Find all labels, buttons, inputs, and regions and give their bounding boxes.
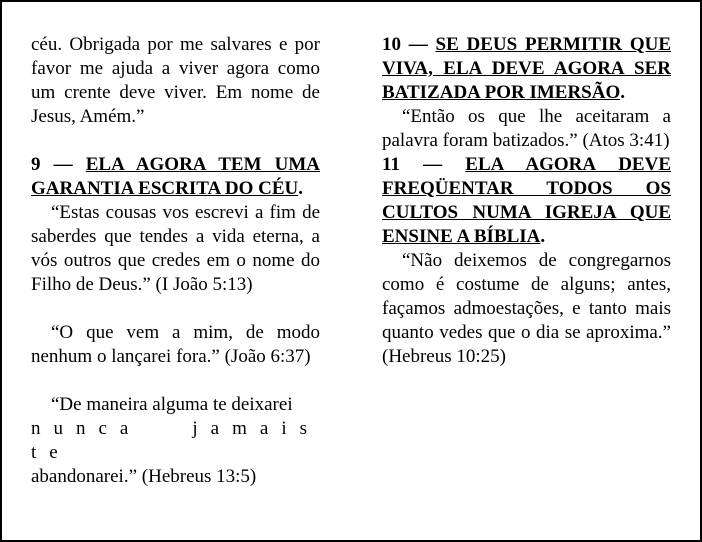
spacer [31, 297, 320, 321]
section-9-number: 9 — [31, 154, 73, 175]
section-11-title: ELA AGORA DEVE FREQÜENTAR TODOS OS CULTOS NUMA IGREJA QUE ENSINE A BÍBLIA [382, 154, 672, 247]
section-9-heading [31, 153, 320, 201]
section-9-quote-3-line-1: “De maneira alguma te deixarei [51, 394, 293, 415]
section-10-number: 10 — [382, 34, 428, 55]
section-9-quote-3-line-3: abandonarei.” (Hebreus 13:5) [31, 466, 257, 487]
spacer [31, 369, 320, 393]
section-11-quote: “Não deixemos de congregarnos como é costume de alguns; antes, façamos admoestações, e tanto mais quanto vedes que o dia se aproxima.” (Hebreus 10:25) [382, 250, 671, 367]
section-10-end-punct: . [620, 82, 625, 103]
intro-paragraph: céu. Obrigada por me salvares e por favor me ajuda a viver agora como um crente deve viver. Em nome de Jesus, Amém.” [31, 34, 320, 127]
section-9-title: ELA AGORA TEM UMA GARANTIA ESCRITA DO CÉU [31, 154, 320, 199]
spacer [31, 129, 320, 153]
section-9-quote-2: “O que vem a mim, de modo nenhum o lançarei fora.” (João 6:37) [31, 322, 320, 367]
section-11-number: 11 — [382, 154, 443, 175]
section-9-quote-1: “Estas cousas vos escrevi a fim de saberdes que tendes a vida eterna, a vós outros que credes em o nome do Filho de Deus.” (I João 5:13) [31, 202, 320, 295]
section-11-end-punct: . [540, 226, 546, 247]
section-10-title: SE DEUS PERMITIR QUE VIVA, ELA DEVE AGORA SER BATIZADA POR IMERSÃO [382, 34, 672, 103]
section-9-quote-3-line-2: nunca jamais te [31, 418, 320, 463]
section-9-quote-3 [31, 393, 320, 489]
left-column [31, 33, 320, 489]
section-10-heading [382, 33, 671, 105]
right-column [382, 33, 671, 369]
section-10-quote: “Então os que lhe aceitaram a palavra foram batizados.” (Atos 3:41) [382, 106, 671, 151]
section-11-heading [382, 153, 671, 249]
section-9-end-punct: . [298, 178, 304, 199]
